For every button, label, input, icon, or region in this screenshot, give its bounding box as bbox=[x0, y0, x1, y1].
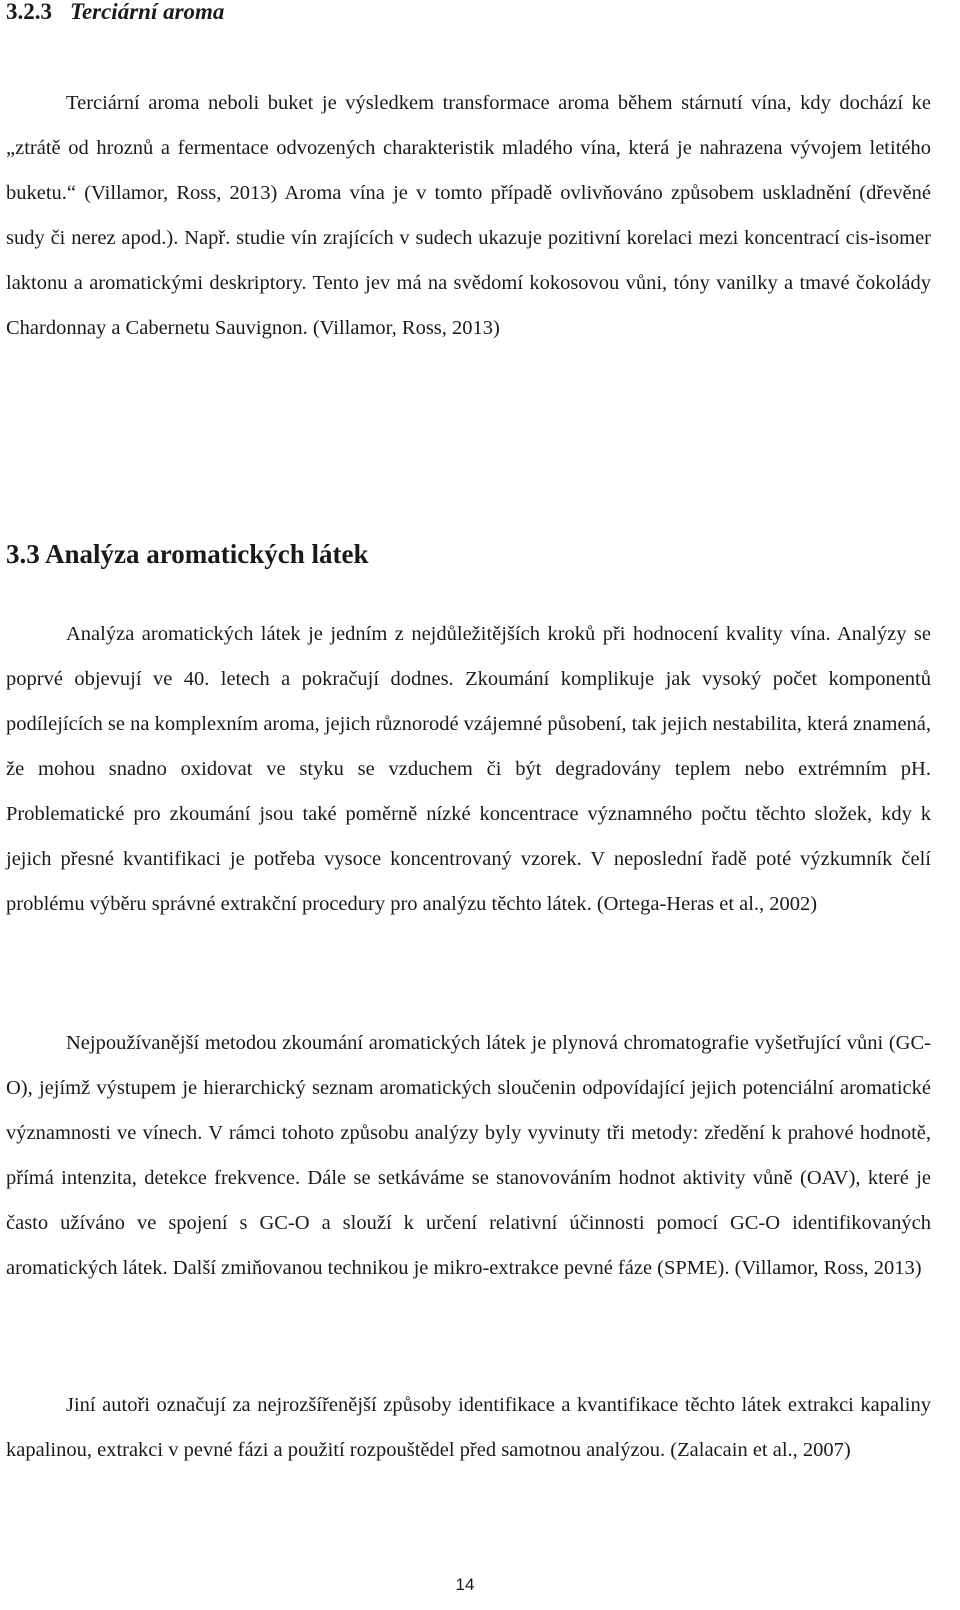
paragraph-tertiary-aroma: Terciární aroma neboli buket je výsledkem transformace aroma během stárnutí vína, kdy dochází ke „ztrátě od hroznů a fermentace odvozených charakteristik mladého vína, která je nahrazena vývojem letitého buketu.“ (Villamor, Ross, 2013) Aroma vína je v tomto případě ovlivňováno způsobem uskladnění (dřevěné sudy či nerez apod.). Např. studie vín zrajících v sudech ukazuje pozitivní korelaci mezi koncentrací cis-isomer laktonu a aromatickými deskriptory. Tento jev má na svědomí kokosovou vůni, tóny vanilky a tmavé čokolády Chardonnay a Cabernetu Sauvignon. (Villamor, Ross, 2013) bbox=[6, 92, 931, 339]
paragraph-other-authors: Jiní autoři označují za nejrozšířenější způsoby identifikace a kvantifikace těchto látek extrakci kapaliny kapalinou, extrakci v pevné fázi a použití rozpouštědel před samotnou analýzou. (Zalacain et al., 2007) bbox=[6, 1394, 931, 1461]
section-heading-3-2-3 bbox=[6, 0, 224, 28]
section-title: Terciární aroma bbox=[70, 0, 225, 24]
paragraph-analysis-intro: Analýza aromatických látek je jedním z nejdůležitějších kroků při hodnocení kvality vína. Analýzy se poprvé objevují ve 40. letech a pokračují dodnes. Zkoumání komplikuje jak vysoký počet komponentů podílejících se na komplexním aroma, jejich různorodé vzájemné působení, tak jejich nestabilita, která znamená, že mohou snadno oxidovat ve styku se vzduchem či být degradovány teplem nebo extrémním pH. Problematické pro zkoumání jsou také poměrně nízké koncentrace významného počtu těchto složek, kdy k jejich přesné kvantifikaci je potřeba vysoce koncentrovaný vzorek. V neposlední řadě poté výzkumník čelí problému výběru správné extrakční procedury pro analýzu těchto látek. (Ortega-Heras et al., 2002) bbox=[6, 623, 932, 915]
paragraph-gc-o-methods: Nejpoužívanější metodou zkoumání aromatických látek je plynová chromatografie vyšetřující vůni (GC-O), jejímž výstupem je hierarchický seznam aromatických sloučenin odpovídající jejich potenciální aromatické významnosti ve vínech. V rámci tohoto způsobu analýzy byly vyvinuty tři metody: zředění k prahové hodnotě, přímá intenzita, detekce frekvence. Dále se setkáváme se stanovováním hodnot aktivity vůně (OAV), které je často užíváno ve spojení s GC-O a slouží k určení relativní účinnosti pomocí GC-O identifikovaných aromatických látek. Další zmiňovanou technikou je mikro-extrakce pevné fáze (SPME). (Villamor, Ross, 2013) bbox=[6, 1032, 931, 1279]
section-number: 3.2.3 bbox=[6, 0, 52, 24]
section-heading-3-3: 3.3 Analýza aromatických látek bbox=[6, 539, 369, 569]
page-number: 14 bbox=[455, 1575, 475, 1594]
